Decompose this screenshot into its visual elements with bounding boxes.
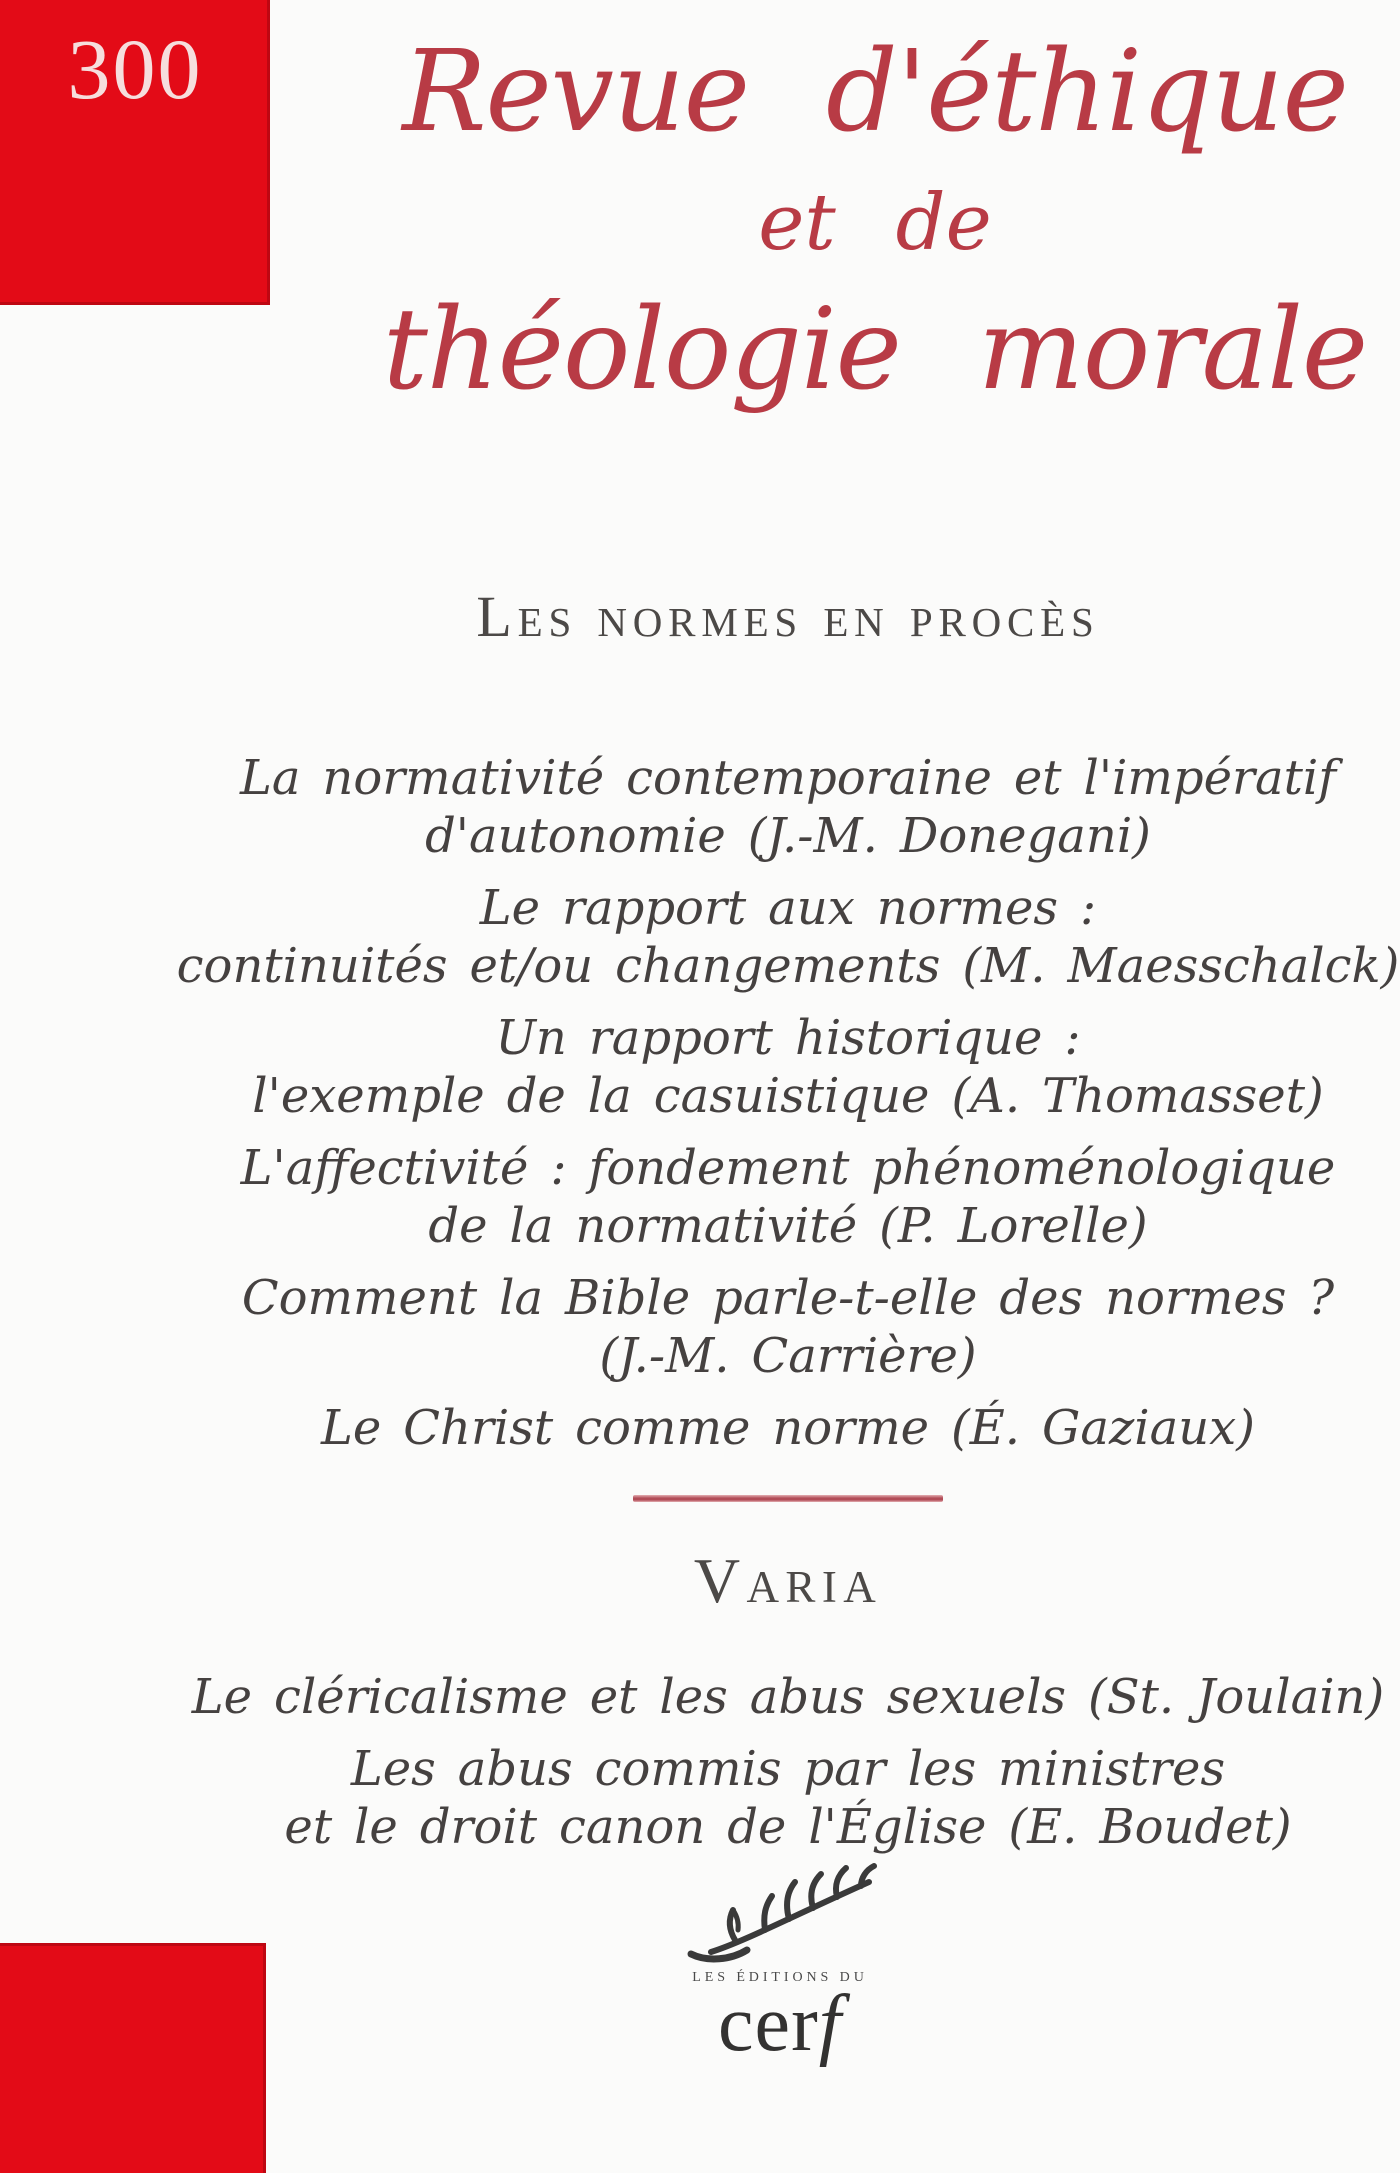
antler-icon	[673, 1856, 888, 1968]
section-heading-varia: Varia	[693, 1544, 883, 1616]
article-title-line: Le cléricalisme et les abus sexuels (St. Joulain)	[191, 1669, 1385, 1726]
journal-title-line-2: et de	[758, 177, 992, 268]
article-title-line: l'exemple de la casuistique (A. Thomasset)	[252, 1067, 1324, 1124]
article-entry	[176, 1399, 1400, 1457]
journal-title-line-1: Revue d'éthique	[402, 27, 1348, 157]
varia-article-list	[176, 1668, 1400, 1856]
article-title-line: La normativité contemporaine et l'impératif	[239, 749, 1337, 806]
article-title-line: (J.-M. Carrière)	[599, 1327, 977, 1384]
article-entry	[176, 1269, 1400, 1385]
issue-number: 300	[67, 21, 203, 117]
publisher-name-roman: cer	[718, 1980, 819, 2068]
article-title-line: Comment la Bible parle-t-elle des normes ?	[241, 1269, 1335, 1326]
article-title-line: L'affectivité : fondement phénoménologique	[240, 1139, 1336, 1196]
article-entry	[176, 1009, 1400, 1125]
table-of-contents	[176, 585, 1400, 1870]
article-entry	[176, 879, 1400, 995]
bottom-red-block	[0, 1943, 266, 2173]
publisher-logo	[160, 1856, 1400, 2068]
publisher-name	[718, 1980, 842, 2068]
section-heading-dossier: Les normes en procès	[476, 584, 1100, 649]
article-entry	[176, 1668, 1400, 1726]
article-entry	[176, 1139, 1400, 1255]
article-title-line: continuités et/ou changements (M. Maesschalck)	[176, 937, 1400, 994]
journal-title-line-3: théologie morale	[382, 284, 1368, 415]
article-entry	[176, 1740, 1400, 1856]
publisher-imprint-label: LES ÉDITIONS DU	[692, 1970, 868, 1985]
article-title-line: de la normativité (P. Lorelle)	[428, 1197, 1148, 1254]
article-title-line: Le Christ comme norme (É. Gaziaux)	[321, 1399, 1255, 1456]
article-title-line: Un rapport historique :	[495, 1009, 1081, 1066]
article-title-line: Le rapport aux normes :	[479, 879, 1097, 936]
article-title-line: d'autonomie (J.-M. Donegani)	[425, 807, 1151, 864]
publisher-name-italic-f: f	[818, 1980, 842, 2068]
issue-number-square	[0, 0, 270, 305]
article-title-line: et le droit canon de l'Église (E. Boudet)	[284, 1799, 1292, 1856]
article-title-line: Les abus commis par les ministres	[350, 1741, 1226, 1798]
section-divider-rule	[633, 1495, 943, 1502]
journal-title	[350, 28, 1400, 416]
article-entry	[176, 749, 1400, 865]
